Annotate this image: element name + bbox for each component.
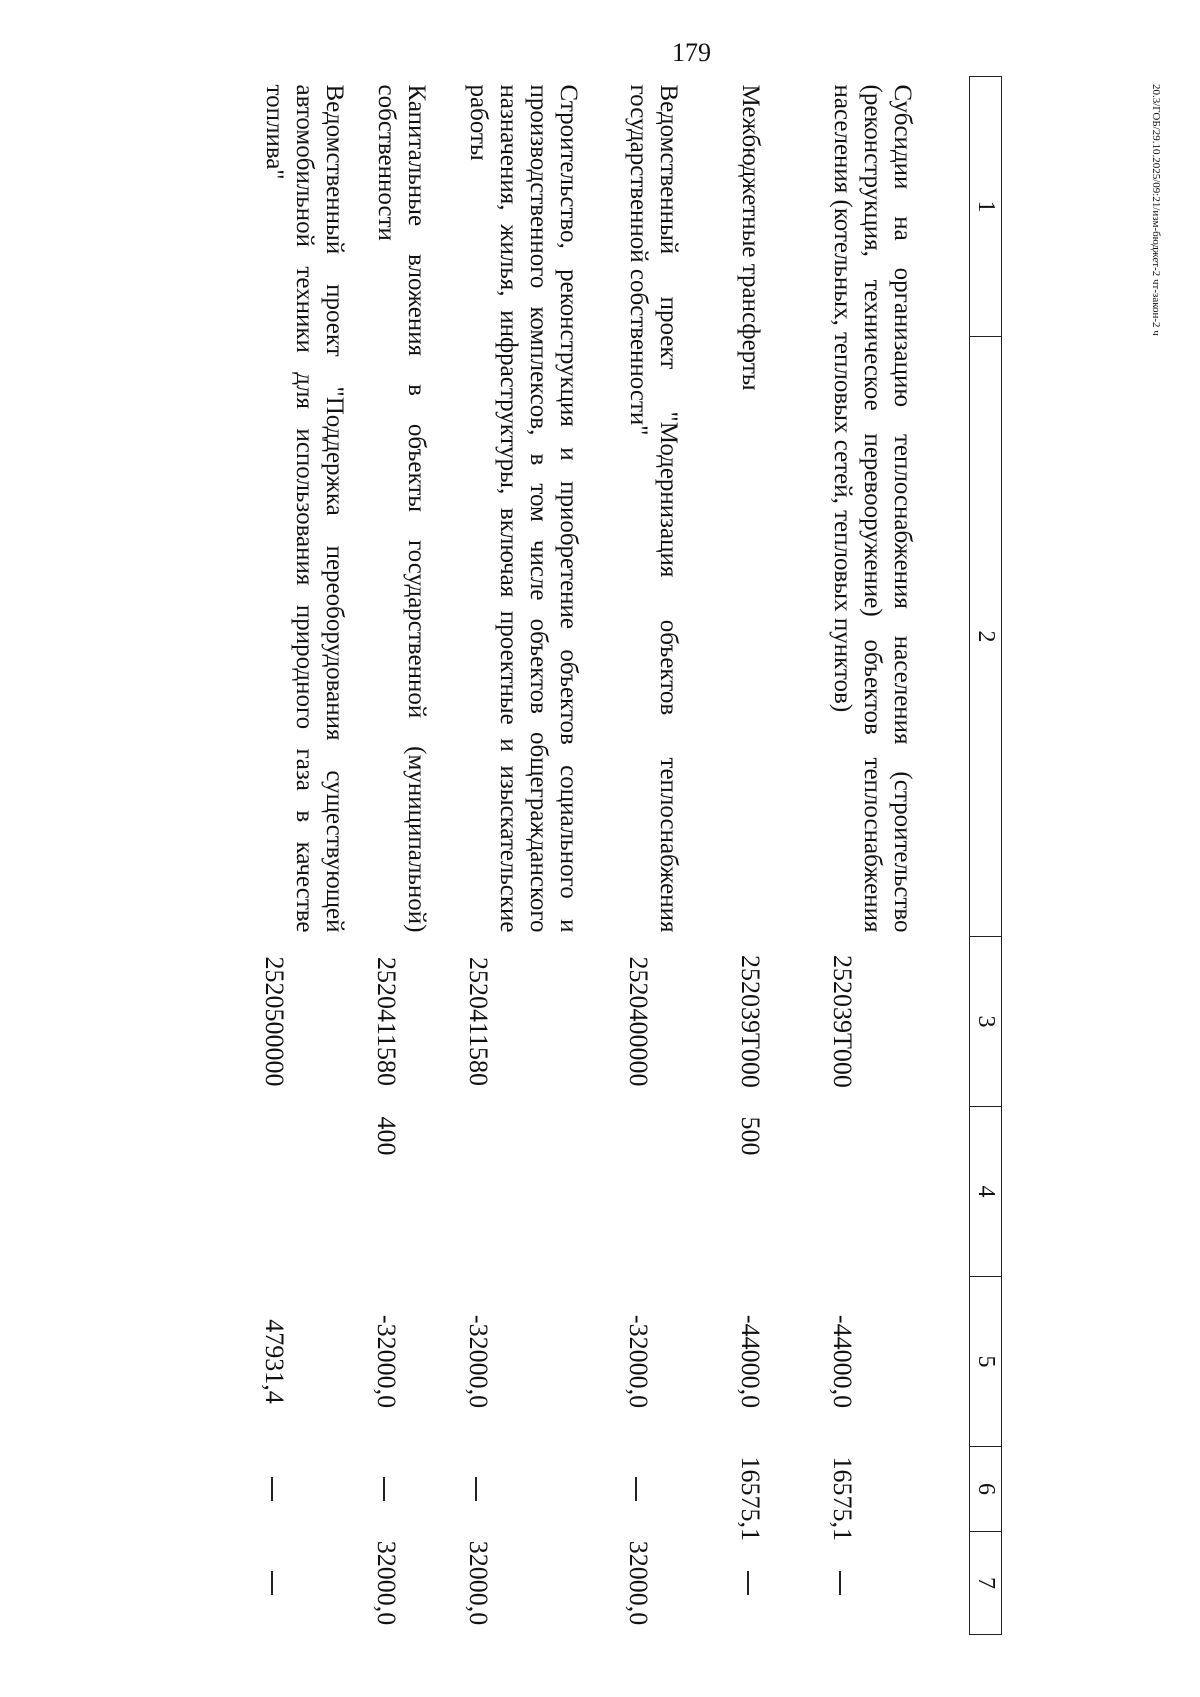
row-value-6 [371, 1447, 463, 1532]
dash-mark [383, 1477, 385, 1501]
dash-mark [475, 1477, 477, 1501]
row-name: Строительство, реконструкция и приобретение объектов социального и производственного комплексов, в том числе объектов общегражданского назначения, жилья, инфраструктуры, включая проектные и изыскательские работы [465, 84, 582, 933]
row-value-5: -32000,0 [372, 1314, 402, 1409]
row-value-6 [259, 1447, 371, 1532]
header-col-5: 5 [970, 1277, 1002, 1447]
row-value-6 [463, 1447, 623, 1532]
row-name: Ведомственный проект "Поддержка переоборудования существующей автомобильной техники для использования природного газа в качестве топлива" [261, 84, 348, 933]
table-row [735, 77, 827, 1635]
row-code: 252039Т000 [828, 955, 858, 1088]
page-number: 179 [672, 38, 711, 67]
dash-mark [635, 1477, 637, 1501]
row-value-7 [735, 1532, 827, 1635]
row-value-6: 16575,1 [736, 1456, 766, 1541]
header-col-6: 6 [970, 1447, 1002, 1532]
row-value-5: -32000,0 [464, 1314, 494, 1409]
header-col-7: 7 [970, 1532, 1002, 1635]
row-value-7: 32000,0 [372, 1540, 402, 1626]
table-row [623, 77, 735, 1635]
header-col-1: 1 [970, 77, 1002, 337]
header-col-3: 3 [970, 937, 1002, 1107]
table-header-row [970, 77, 1002, 1635]
row-type: 400 [372, 1116, 402, 1156]
table-row [259, 77, 371, 1635]
row-value-5: -32000,0 [624, 1314, 654, 1409]
table-row [463, 77, 623, 1635]
row-value-7 [259, 1532, 371, 1635]
header-col-2: 2 [970, 337, 1002, 937]
row-name: Межбюджетные трансферты [737, 84, 764, 391]
row-value-7 [827, 1532, 970, 1635]
row-code: 2520411580 [372, 956, 402, 1087]
budget-table [259, 76, 1002, 1635]
row-type [463, 1107, 623, 1277]
row-type [827, 1107, 970, 1277]
row-code: 2520400000 [624, 956, 654, 1087]
row-name: Ведомственный проект "Модернизация объектов теплоснабжения государственной собственности" [625, 84, 682, 933]
row-type [623, 1107, 735, 1277]
row-code: 2520500000 [260, 956, 290, 1087]
row-name: Субсидии на организацию теплоснабжения населения (строительство (реконструкция, техническое перевооружение) объектов теплоснабжения населения (котельных, тепловых сетей, тепловых пунктов) [829, 84, 916, 933]
row-value-7: 32000,0 [464, 1540, 494, 1626]
row-type [259, 1107, 371, 1277]
row-code: 2520411580 [464, 956, 494, 1087]
row-value-5: 47931,4 [260, 1319, 290, 1404]
row-value-7: 32000,0 [624, 1540, 654, 1626]
dash-mark [747, 1571, 749, 1595]
dash-mark [271, 1571, 273, 1595]
row-value-6 [623, 1447, 735, 1532]
row-type: 500 [736, 1116, 766, 1156]
header-col-4: 4 [970, 1107, 1002, 1277]
row-name: Капитальные вложения в объекты государственной (муниципальной) собственности [373, 84, 430, 933]
table-row [827, 77, 970, 1635]
dash-mark [271, 1477, 273, 1501]
table-row [371, 77, 463, 1635]
row-value-5: -44000,0 [736, 1314, 766, 1409]
row-value-5: -44000,0 [828, 1314, 858, 1409]
rotated-table-wrapper [182, 76, 1002, 1634]
document-footer-code: 20.3/ГОБ/29.10.2025/09:21/изм-бюджет-2 чт-закон-2 ч [1150, 84, 1162, 336]
row-value-6: 16575,1 [828, 1456, 858, 1541]
row-code: 252039Т000 [736, 955, 766, 1088]
dash-mark [839, 1571, 841, 1595]
